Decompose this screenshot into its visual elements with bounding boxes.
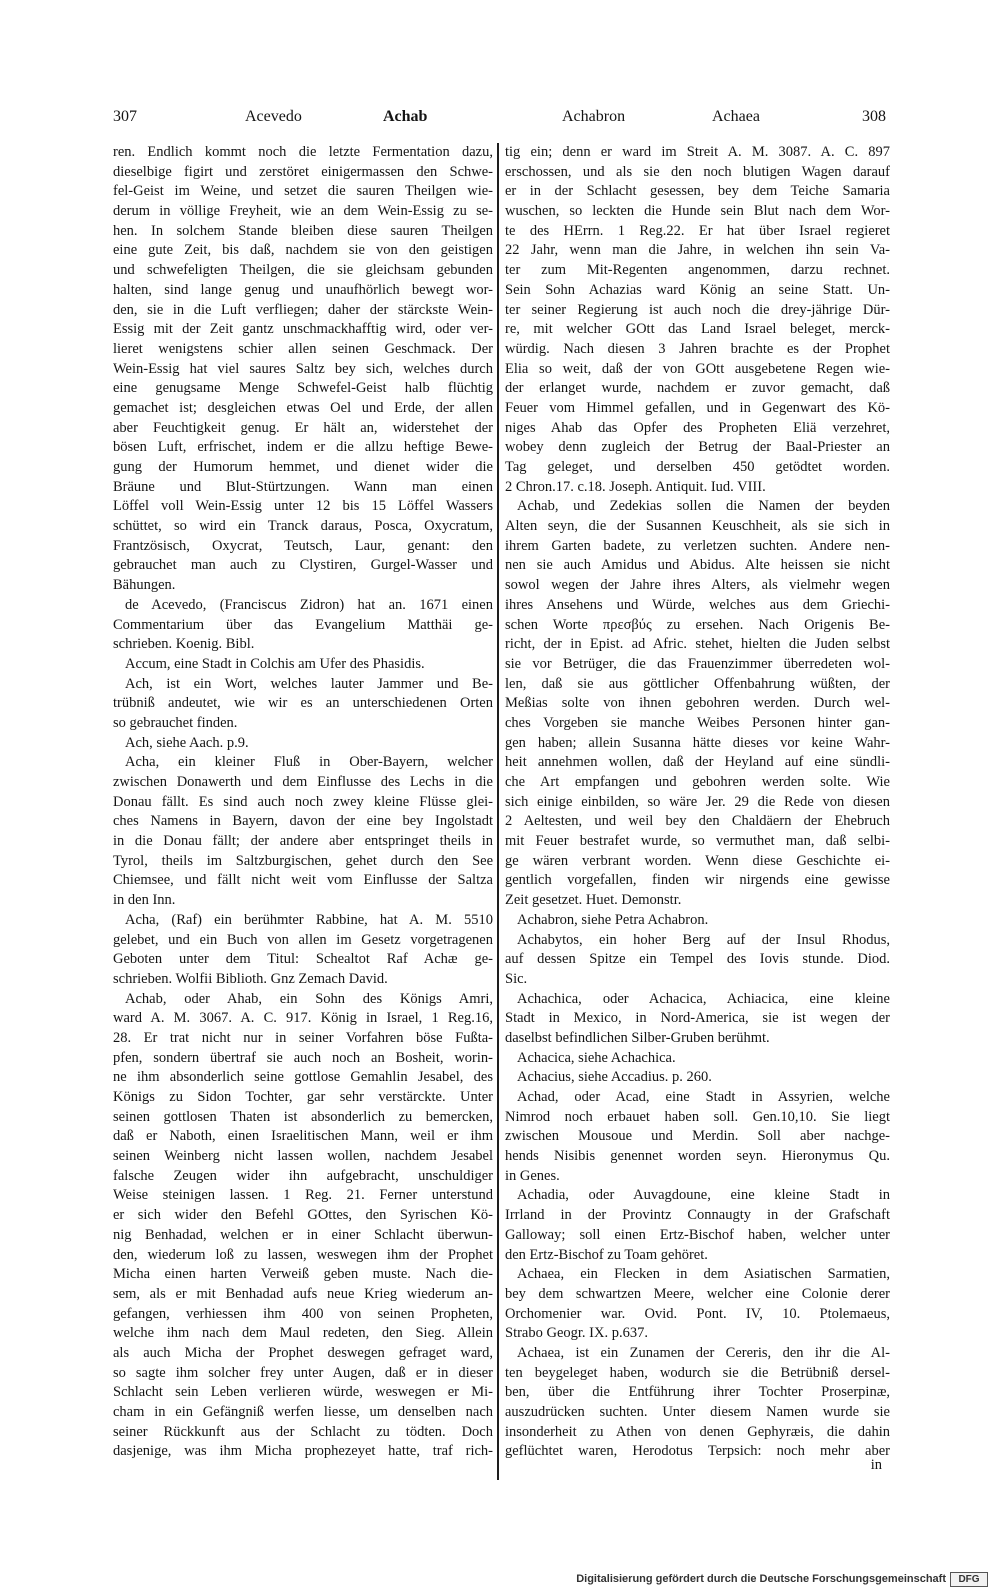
text-line: trübniß andeutet, wie wir es an unterschiedenen Orten	[113, 695, 493, 712]
text-line: auszudrücken suchten. Unter diesem Namen wurde sie	[505, 1404, 890, 1420]
entry-heading-line: Achab, und Zedekias sollen die Namen der beyden	[517, 498, 890, 515]
text-line: aber Feuchtigkeit genug. Er hält an, widerstehet der	[113, 419, 493, 436]
text-line: ward A. M. 3067. A. C. 917. König in Israel, 1 Reg.16,	[113, 1010, 493, 1027]
text-line: seiner Rückkunft aus der Schlacht zu tödten. Doch	[113, 1423, 493, 1440]
entry-heading-line: Accum, eine Stadt in Colchis am Ufer des Phasidis.	[125, 655, 425, 672]
text-line: Micha einen harten Verweiß geben muste. Nach die-	[113, 1266, 493, 1283]
text-line: mit Feuer bestrafet wurde, so vermuthet man, daß selbi-	[505, 833, 890, 850]
entry-heading-line: Acha, (Raf) ein berühmter Rabbine, hat A. M. 5510	[125, 911, 493, 928]
text-line: schrieben. Wolfii Biblioth. Gnz Zemach David.	[113, 970, 388, 987]
running-head-left: Acevedo	[245, 108, 302, 125]
text-line: dieselbige figirt und zerstöret einigermassen den Schwe-	[113, 163, 493, 180]
text-line: fel-Geist im Weine, und setzet die sauren Theilgen wie-	[113, 183, 493, 200]
text-line: Strabo Geogr. IX. p.637.	[505, 1325, 648, 1342]
text-line: geflüchtet waren, Herodotus Terpsich: noch mehr aber	[505, 1443, 890, 1460]
text-line: den Ertz-Bischof zu Toam gehöret.	[505, 1246, 708, 1263]
text-line: niges Ahab das Opfer des Propheten Eliä verzehret,	[505, 419, 890, 436]
entry-heading-line: Achabytos, ein hoher Berg auf der Insul Rhodus,	[517, 931, 890, 948]
text-line: hends Nisibis genennet worden seyn. Hieronymus Qu.	[505, 1148, 890, 1165]
text-line: 2 Chron.17. c.18. Joseph. Antiquit. Iud. VIII.	[505, 478, 766, 495]
text-line: Galloway; soll einen Ertz-Bischof haben, welcher unter	[505, 1226, 890, 1243]
running-head-center: Achab	[383, 108, 428, 125]
text-line: erschossen, und als sie den noch blutigen Wagen darauf	[505, 163, 890, 180]
text-line: bösen Luft, erfrischet, indem er die allzu heftige Bewe-	[113, 439, 493, 456]
text-line: te des HErrn. 1 Reg.22. Er hat über Israel regieret	[505, 222, 890, 239]
text-line: so sagte ihm solcher frey unter Augen, daß er in dieser	[113, 1364, 493, 1381]
entry-heading-line: Achacius, siehe Accadius. p. 260.	[517, 1069, 712, 1086]
text-line: zwischen Mousoue und Merdin. Soll aber nachge-	[505, 1128, 890, 1145]
text-line: er sich wider den Befehl GOttes, den Syrischen Kö-	[113, 1207, 493, 1224]
text-line: in den Inn.	[113, 892, 176, 909]
entry-heading-line: Achabron, siehe Petra Achabron.	[517, 911, 709, 928]
text-line: ihres Ansehens und Würde, welches aus dem Griechi-	[505, 596, 890, 613]
text-line: Zeit gesetzet. Huet. Demonstr.	[505, 892, 682, 909]
text-line: sem, als er mit Benhadad aufs neue Krieg wiederum an-	[113, 1285, 493, 1302]
text-line: sich einige einbilden, so wäre Jer. 29 die Rede von diesen	[505, 793, 890, 810]
text-line: ben, über die Entführung ihrer Tochter Proserpinæ,	[505, 1384, 890, 1401]
text-line: auf dessen Spitze ein Tempel des Iovis stunde. Diod.	[505, 951, 890, 968]
text-line: tig ein; denn er ward im Streit A. M. 3087. A. C. 897	[505, 144, 890, 160]
entry-heading-line: Achad, oder Acad, eine Stadt in Assyrien, welche	[517, 1089, 890, 1105]
right-column	[505, 143, 890, 1462]
entry-heading-line: Achab, oder Ahab, ein Sohn des Königs Amri,	[125, 990, 493, 1007]
text-line: ten beygeleget haben, wodurch sie die Betrübniß dersel-	[505, 1364, 890, 1381]
text-line: eine genugsame Menge Schwefel-Geist halb flüchtig	[113, 380, 493, 397]
text-line: Geboten unter dem Titul: Schealtot Raf Achæ ge-	[113, 951, 493, 968]
text-line: nig Benhadad, welchen er in einer Schlacht überwun-	[113, 1226, 493, 1243]
text-line: 28. Er trat nicht nur in seiner Vorfahren böse Fußta-	[113, 1029, 493, 1046]
text-line: insonderheit zu Athen von denen Gephyræis, die dahin	[505, 1423, 890, 1440]
text-line: in Genes.	[505, 1167, 560, 1184]
text-line: daselbst befindlichen Silber-Gruben berühmt.	[505, 1029, 770, 1046]
text-line: so gebrauchet finden.	[113, 714, 238, 731]
text-line: dasjenige, was ihm Micha prophezeyet hatte, traf rich-	[113, 1443, 493, 1460]
text-line: nen sie auch Amidus und Abidus. Alte heissen sie nicht	[505, 557, 890, 574]
text-line: daß er Naboth, einen Israelitischen Mann, weil er ihm	[113, 1128, 493, 1145]
text-line: falsche Zeugen wider ihn aufgebracht, unschuldiger	[113, 1167, 493, 1184]
text-line: gung der Humorum hemmet, und dienet wider die	[113, 459, 493, 475]
text-line: und schwefeligten Theilgen, die sie gleichsam gebunden	[113, 262, 493, 279]
page-number-left: 307	[113, 108, 137, 125]
column-divider	[497, 143, 499, 1480]
text-line: 2 Aeltesten, und weil bey den Chaldäern der Ehebruch	[505, 813, 890, 830]
text-line: Chiemsee, und fällt nicht weit vom Einflusse der Saltza	[113, 872, 493, 889]
text-line: derum in völlige Freyheit, wie an dem Wein-Essig zu se-	[113, 203, 493, 220]
entry-heading-line: Ach, siehe Aach. p.9.	[125, 734, 249, 751]
entry-heading-line: Achachica, oder Achacica, Achiacica, eine kleine	[517, 990, 890, 1007]
text-line: Weise steinigen lassen. 1 Reg. 21. Ferner unterstund	[113, 1187, 493, 1204]
text-line: Elia so weit, daß der von GOtt ausgebetene Regen wie-	[505, 360, 890, 377]
entry-heading-line: Achaea, ist ein Zunamen der Cereris, den ihr die Al-	[517, 1344, 890, 1361]
text-line: gen haben; allein Susanna hätte dieses vor keine Wahr-	[505, 734, 890, 751]
text-line: cham in ein Gefängniß werfen liesse, um denselben nach	[113, 1404, 493, 1420]
text-line: richt, der in Epist. ad Afric. stehet, hielten die Juden selbst	[505, 636, 890, 653]
entry-heading-line: Achaea, ein Flecken in dem Asiatischen Sarmatien,	[517, 1266, 890, 1283]
text-line: Essig mit der Zeit gantz unschmackhafftig wird, oder ver-	[113, 321, 493, 338]
entry-heading-line: Acha, ein kleiner Fluß in Ober-Bayern, welcher	[125, 754, 493, 771]
text-line: ihrem Garten badete, zu verletzen suchten. Andere nen-	[505, 537, 890, 554]
entry-heading-line: Achadia, oder Auvagdoune, eine kleine Stadt in	[517, 1187, 890, 1204]
text-line: halten, sind lange genug und unaufhörlich bewegt wor-	[113, 281, 493, 298]
entry-heading-line: Achacica, siehe Achachica.	[517, 1049, 676, 1066]
text-line: re, mit welcher GOtt das Land Israel beleget, merck-	[505, 321, 890, 338]
text-line: Alten seyn, die der Susannen Keuschheit, als sie sich in	[505, 518, 890, 535]
page-number-right: 308	[862, 108, 886, 125]
text-line: zwischen Donawerth und dem Einflusse des Lechs in die	[113, 774, 493, 790]
text-line: 22 Jahr, wenn man die Jahre, in welchen ihn sein Va-	[505, 242, 890, 259]
text-line: in die Donau fällt; der andere aber entspringet theils in	[113, 833, 493, 850]
text-line: ter seiner Regierung ist auch noch die drey-jährige Dür-	[505, 301, 890, 318]
text-line: seinen Weinberg nicht lassen wollen, nachdem Jesabel	[113, 1148, 493, 1165]
text-line: Frantzösisch, Oxycrat, Teutsch, Laur, genant: den	[113, 537, 493, 554]
text-line: heit annehmen wollen, daß der Heyland auf eine sündli-	[505, 754, 890, 771]
text-line: ge wären verbrant worden. Wenn diese Geschichte ei-	[505, 852, 890, 869]
text-line: gebrauchet man auch zu Clystiren, Gurgel-Wasser und	[113, 557, 493, 574]
text-line: den, wiederum loß zu lassen, weswegen ihm der Prophet	[113, 1246, 493, 1263]
catchword: in	[870, 1457, 882, 1473]
text-line: er in der Schlacht gesessen, bey dem Teiche Samaria	[505, 183, 890, 200]
text-line: Bräune und Blut-Stürtzungen. Wann man einen	[113, 478, 493, 495]
text-line: Sein Sohn Achazias ward König an seine Statt. Un-	[505, 281, 890, 298]
text-line: seinen gottlosen Thaten ist absonderlich zu bemercken,	[113, 1108, 493, 1125]
text-line: che Art empfangen und gebohren werden solte. Wie	[505, 774, 890, 790]
left-column	[113, 143, 493, 1462]
text-line: sie vor Betrüger, die das Frauenzimmer überredeten wol-	[505, 655, 890, 672]
text-line: gelebet, und ein Buch von allen im Gesetz vorgetragenen	[113, 931, 493, 948]
text-line: ches Namens in Bayern, davon der eine bey Ingolstadt	[113, 813, 493, 830]
text-line: Schlacht sein Leben verlieren würde, weswegen er Mi-	[113, 1384, 493, 1401]
entry-heading-line: de Acevedo, (Franciscus Zidron) hat an. 1671 einen	[125, 596, 493, 613]
text-line: schüttet, so wird ein Tranck daraus, Posca, Oxycratum,	[113, 518, 493, 535]
text-line: pfen, sondern übertraf sie auch noch an Bosheit, worin-	[113, 1049, 493, 1066]
text-line: schrieben. Koenig. Bibl.	[113, 636, 255, 653]
text-line: Irrland in der Provintz Connaugty in der Grafschaft	[505, 1207, 890, 1224]
dfg-logo: DFG	[950, 1572, 988, 1587]
text-line: den, sie in die Luft verfliegen; daher der stärckste Wein-	[113, 301, 493, 318]
text-line: Feuer vom Himmel gefallen, und in Gegenwart des Kö-	[505, 399, 890, 416]
text-line: wuschen, so leckten die Hunde sein Blut nach dem Wor-	[505, 203, 890, 220]
text-line: len, daß sie aus göttlicher Offenbahrung wüßten, der	[505, 675, 890, 692]
footer-credit: Digitalisierung gefördert durch die Deutsche Forschungsgemeinschaft	[576, 1573, 946, 1585]
text-line: ches Vorgeben sie manche Weibes Personen hinter gan-	[505, 714, 890, 731]
text-line: Löffel voll Wein-Essig unter 12 bis 15 Löffel Wassers	[113, 498, 493, 515]
text-line: Nimrod noch erbauet haben soll. Gen.10,10. Sie liegt	[505, 1108, 890, 1125]
text-line: ne ihm absonderlich seine gottlose Gemahlin Jesabel, des	[113, 1069, 493, 1086]
text-line: ter zum Mit-Regenten angenommen, darzu rechnet.	[505, 262, 890, 279]
text-line: ren. Endlich kommt noch die letzte Fermentation dazu,	[113, 144, 493, 160]
text-line: würdig. Nach diesen 3 Jahren brachte es der Prophet	[505, 340, 890, 357]
text-line: gemachet ist; desgleichen etwas Oel und Erde, der allen	[113, 399, 493, 416]
text-line: Commentarium über das Evangelium Matthäi ge-	[113, 616, 493, 633]
text-line: wobey denn zugleich der Betrug der Baal-Priester an	[505, 439, 890, 456]
text-line: schen Worte πρεσβύς zu ersehen. Nach Origenis Be-	[505, 616, 890, 633]
text-line: gefangen, verhiessen ihm 400 von seinen Propheten,	[113, 1305, 493, 1322]
text-line: Wein-Essig hat viel saures Saltz bey sich, welches durch	[113, 360, 493, 377]
text-line: der erlanget wurde, nachdem er zuvor gemacht, daß	[505, 380, 890, 397]
text-line: bey dem schwartzen Meere, welcher eine Colonie derer	[505, 1285, 890, 1302]
text-line: Sic.	[505, 970, 528, 987]
text-line: Donau fällt. Es sind auch noch zwey kleine Flüsse glei-	[113, 793, 493, 810]
text-line: als auch Micha der Prophet deswegen gefraget ward,	[113, 1344, 493, 1361]
text-line: Orchomenier war. Ovid. Pont. IV, 10. Ptolemaeus,	[505, 1305, 890, 1322]
text-line: Meßias solte von ihnen gebohren werden. Durch wel-	[505, 695, 890, 712]
text-line: lieret wenigstens schier allen seinen Geschmack. Der	[113, 340, 493, 357]
text-line: hen. In solchem Stande bleiben diese sauren Theilgen	[113, 222, 493, 239]
text-line: Tyrol, theils im Saltzburgischen, gehet durch den See	[113, 852, 493, 869]
running-head-right-first: Achabron	[562, 108, 626, 125]
text-line: Tag geleget, und derselben 450 getödtet worden.	[505, 459, 890, 475]
text-line: sowol wegen der Jahre ihres Alters, als vielmehr wegen	[505, 577, 890, 594]
text-line: welche ihm nach dem Maul redeten, den Sieg. Allein	[113, 1325, 493, 1342]
text-line: Königs zu Sidon Tochter, gar sehr verstärckte. Unter	[113, 1089, 493, 1105]
running-head-right-second: Achaea	[712, 108, 760, 125]
text-line: Stadt in Mexico, in Nord-America, sie ist wegen der	[505, 1010, 890, 1027]
text-line: gentlich vorgefallen, finden wir nirgends eine gewisse	[505, 872, 890, 889]
text-line: Bähungen.	[113, 577, 176, 594]
entry-heading-line: Ach, ist ein Wort, welches lauter Jammer und Be-	[125, 675, 493, 692]
text-line: eine gute Zeit, bis daß, nachdem sie von den geistigen	[113, 242, 493, 259]
